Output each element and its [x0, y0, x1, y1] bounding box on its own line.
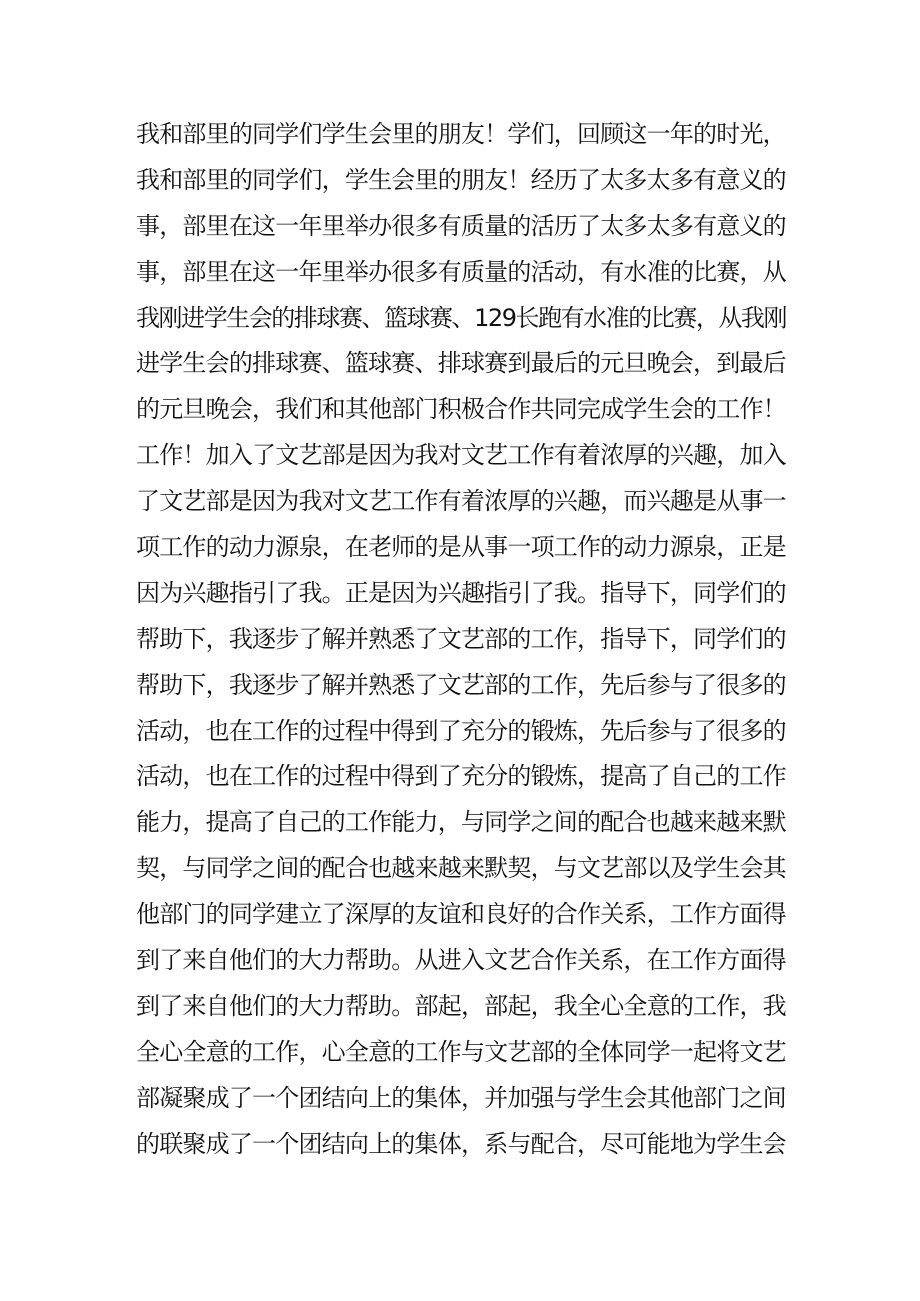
text-line: 契，与同学之间的配合也越来越来默契，与文艺部以及学生会其 [136, 854, 786, 883]
text-line: 的元旦晚会，我们和其他部门积极合作共同完成学生会的工作！ [136, 395, 786, 424]
text-line: 我刚进学生会的排球赛、篮球赛、129长跑有水准的比赛，从我刚 [136, 303, 787, 332]
text-line: 因为兴趣指引了我。正是因为兴趣指引了我。指导下，同学们的 [136, 578, 786, 607]
text-line: 我和部里的同学们学生会里的朋友！学们，回顾这一年的时光， [136, 120, 786, 148]
text-line: 我和部里的同学们，学生会里的朋友！经历了太多太多有意义的 [136, 165, 786, 194]
text-line: 能力，提高了自己的工作能力，与同学之间的配合也越来越来默 [136, 808, 786, 837]
text-line: 工作！加入了文艺部是因为我对文艺工作有着浓厚的兴趣，加入 [136, 441, 786, 470]
text-line: 的联聚成了一个团结向上的集体，系与配合，尽可能地为学生会 [136, 1129, 786, 1158]
text-line: 到了来自他们的大力帮助。从进入文艺合作关系，在工作方面得 [136, 946, 786, 975]
text-line: 项工作的动力源泉，在老师的是从事一项工作的动力源泉，正是 [136, 533, 786, 562]
text-line: 了文艺部是因为我对文艺工作有着浓厚的兴趣，而兴趣是从事一 [136, 487, 786, 516]
text-line: 全心全意的工作，心全意的工作与文艺部的全体同学一起将文艺 [136, 1037, 786, 1066]
text-line: 事，部里在这一年里举办很多有质量的活动，有水准的比赛，从 [136, 257, 786, 286]
text-line: 帮助下，我逐步了解并熟悉了文艺部的工作，先后参与了很多的 [136, 670, 786, 699]
body-text [136, 112, 786, 1167]
text-line: 事，部里在这一年里举办很多有质量的活历了太多太多有意义的 [136, 211, 786, 240]
text-line: 进学生会的排球赛、篮球赛、排球赛到最后的元旦晚会，到最后 [136, 349, 786, 378]
text-line: 活动，也在工作的过程中得到了充分的锻炼，先后参与了很多的 [136, 716, 786, 745]
text-line: 部凝聚成了一个团结向上的集体，并加强与学生会其他部门之间 [136, 1083, 786, 1112]
text-line: 他部门的同学建立了深厚的友谊和良好的合作关系，工作方面得 [136, 900, 786, 929]
text-line: 到了来自他们的大力帮助。部起，部起，我全心全意的工作，我 [136, 991, 786, 1020]
text-line: 活动，也在工作的过程中得到了充分的锻炼，提高了自己的工作 [136, 762, 786, 791]
text-line: 帮助下，我逐步了解并熟悉了文艺部的工作，指导下，同学们的 [136, 624, 786, 653]
